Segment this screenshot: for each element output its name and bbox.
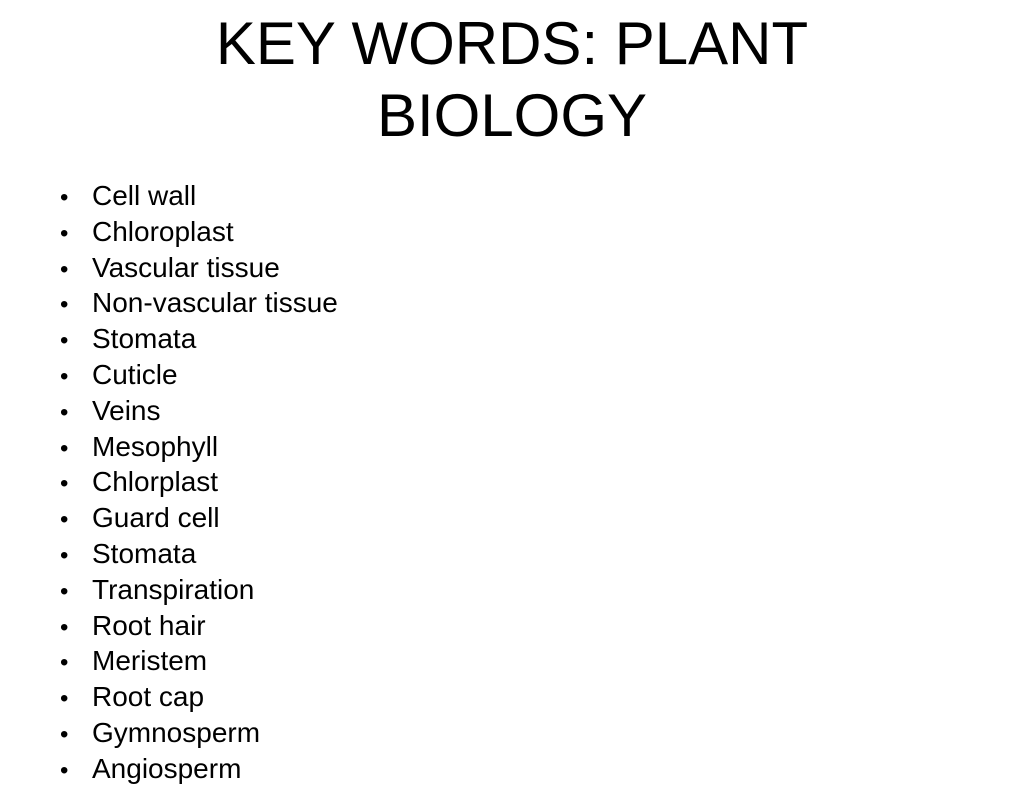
bullet-icon: • [60,613,69,641]
list-item-text: Meristem [92,645,208,677]
list-item [60,250,338,286]
bullet-icon: • [60,720,69,748]
list-item-text: Cuticle [92,358,178,390]
list-item-text: Vascular tissue [92,251,280,283]
bullet-icon: • [60,291,69,319]
bullet-icon: • [60,577,69,605]
list-item-text: Non-vascular tissue [92,287,338,319]
list-item [60,357,338,393]
list-item [60,643,338,679]
slide-title [0,8,1024,152]
list-item-text: Mesophyll [92,430,219,462]
bullet-icon: • [60,362,69,390]
list-item-text: Gymnosperm [92,716,261,748]
list-item [60,715,338,751]
list-item [60,214,338,250]
list-item-text: Chlorplast [92,466,219,498]
bullet-icon: • [60,685,69,713]
list-item [60,321,338,357]
bullet-icon: • [60,649,69,677]
list-item-text: Root hair [92,609,206,641]
list-item-text: Guard cell [92,502,220,534]
list-item [60,393,338,429]
title-line-1: KEY WORDS: PLANT [215,10,809,77]
list-item [60,572,338,608]
list-item-text: Chloroplast [92,215,234,247]
list-item [60,751,338,787]
bullet-icon: • [60,756,69,784]
list-item-text: Root cap [92,681,205,713]
list-item [60,429,338,465]
list-item-text: Stomata [92,323,197,355]
bullet-icon: • [60,541,69,569]
bullet-icon: • [60,398,69,426]
bullet-icon: • [60,327,69,355]
bullet-icon: • [60,255,69,283]
list-item [60,178,338,214]
list-item [60,464,338,500]
list-item-text: Veins [92,394,161,426]
list-item-text: Cell wall [92,180,197,211]
bullet-icon: • [60,506,69,534]
list-item-text: Stomata [92,537,197,569]
bullet-icon: • [60,470,69,498]
title-line-2: BIOLOGY [376,82,648,149]
list-item [60,500,338,536]
list-item-text: Angiosperm [92,752,242,784]
list-item-text: Transpiration [92,573,255,605]
key-words-list [60,178,338,787]
bullet-icon: • [60,219,69,247]
bullet-icon: • [60,184,69,211]
list-item [60,679,338,715]
list-item [60,608,338,644]
list-item [60,285,338,321]
list-item [60,536,338,572]
bullet-icon: • [60,434,69,462]
